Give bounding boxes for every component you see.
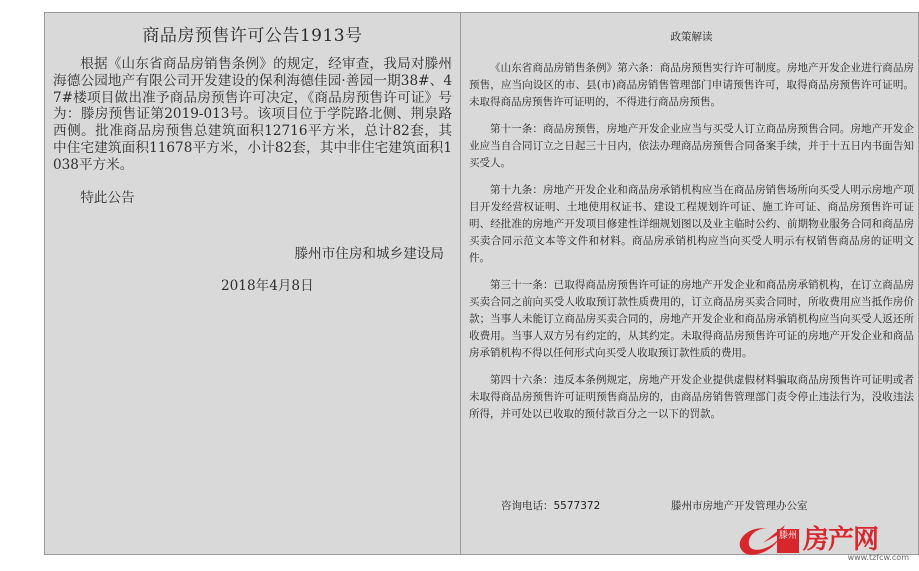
announcement-board [44, 12, 919, 555]
watermark-brand: 房产网 [803, 525, 879, 555]
presale-notice-panel [45, 13, 461, 554]
policy-title: 政策解读 [670, 31, 713, 43]
notice-closing: 特此公告 [80, 189, 135, 206]
office-name: 滕州市房地产开发管理办公室 [671, 500, 808, 512]
notice-title: 商品房预售许可公告1913号 [142, 26, 363, 46]
notice-body: 根据《山东省商品房销售条例》的规定，经审查，我局对滕州海德公园地产有限公司开发建设的保利海德佳园·善园一期38#、47#楼项目做出准予商品房预售许可决定，《商品房预售许可证》号为：滕房预售证第2019-013号。该项目位于学院路北侧、荆泉路西侧。批准商品房预售总建筑面积12716平方米，总计82套，其中住宅建筑面积11678平方米，小计82套，其中非住宅建筑面积1038平方米。 [53, 56, 452, 173]
policy-article: 《山东省商品房销售条例》第六条：商品房预售实行许可制度。房地产开发企业进行商品房预售，应当向设区的市、县(市)商品房销售管理部门申请预售许可，取得商品房预售许可证明。未取得商品房预售许可证明的，不得进行商品房预售。 [469, 62, 914, 108]
policy-article: 第四十六条：违反本条例规定，房地产开发企业提供虚假材料骗取商品房预售许可证明或者未取得商品房预售许可证明预售商品房的，由商品房销售管理部门责令停止违法行为，没收违法所得，并可处以已收取的预付款百分之一以下的罚款。 [469, 374, 914, 420]
policy-article: 第三十一条：已取得商品房预售许可证的房地产开发企业和商品房承销机构，在订立商品房买卖合同之前向买受人收取预订款性质费用的，订立商品房买卖合同时，所收费用应当抵作房价款；当事人未能订立商品房买卖合同的，房地产开发企业和商品房承销机构应当向买受人返还所收费用。当事人双方另有约定的，从其约定。未取得商品房预售许可证的房地产开发企业和商品房承销机构不得以任何形式向买受人收取预订款性质的费用。 [469, 279, 914, 359]
notice-issuer: 滕州市住房和城乡建设局 [294, 246, 444, 262]
contact-phone: 咨询电话：5577372 [501, 500, 601, 512]
site-watermark [733, 515, 913, 567]
watermark-city: 滕州 [777, 529, 799, 553]
notice-date: 2018年4月8日 [221, 278, 314, 294]
watermark-url: www.tzfcw.com [847, 553, 909, 562]
policy-interpretation-panel [461, 13, 918, 554]
policy-footer [501, 498, 914, 513]
policy-article: 第十九条：房地产开发企业和商品房承销机构应当在商品房销售场所向买受人明示房地产项目开发经营权证明、土地使用权证书、建设工程规划许可证、施工许可证、商品房预售许可证明、经批准的房地产开发项目修建性详细规划图以及业主临时公约、前期物业服务合同和商品房买卖合同示范文本等文件和材料。商品房承销机构应当向买受人明示有权销售商品房的证明文件。 [469, 184, 914, 264]
policy-article: 第十一条：商品房预售，房地产开发企业应当与买受人订立商品房预售合同。房地产开发企业应当自合同订立之日起三十日内，依法办理商品房预售合同备案手续，并于十五日内书面告知买受人。 [469, 123, 914, 169]
